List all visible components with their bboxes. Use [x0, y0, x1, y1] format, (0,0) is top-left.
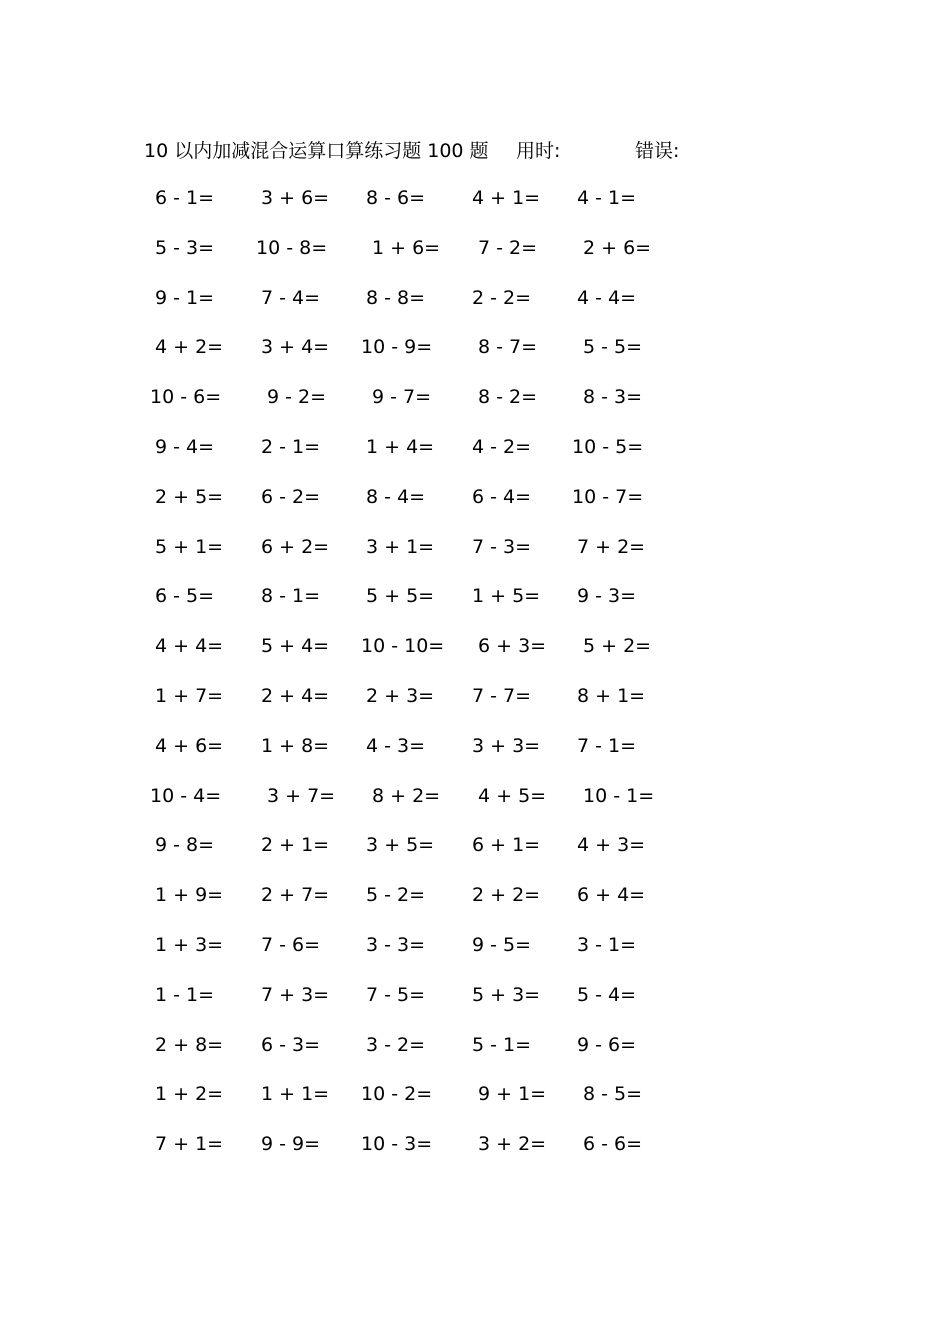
problem-item: 2 + 2= — [472, 884, 541, 906]
problem-item: 2 - 1= — [261, 436, 321, 458]
problem-item: 1 + 6= — [372, 237, 441, 259]
problem-item: 7 + 2= — [577, 536, 646, 558]
problem-item: 6 + 1= — [472, 834, 541, 856]
problem-item: 1 + 5= — [472, 585, 541, 607]
problem-item: 5 + 2= — [583, 635, 652, 657]
problem-item: 10 - 6= — [150, 386, 222, 408]
problem-item: 5 - 2= — [366, 884, 426, 906]
problem-item: 10 - 7= — [572, 486, 644, 508]
problem-item: 6 + 4= — [577, 884, 646, 906]
problem-item: 8 - 3= — [583, 386, 643, 408]
problem-item: 1 + 4= — [366, 436, 435, 458]
problem-item: 8 - 6= — [366, 187, 426, 209]
problem-item: 3 + 7= — [267, 785, 336, 807]
worksheet-title: 10 以内加减混合运算口算练习题 100 题 — [144, 140, 489, 162]
problem-item: 7 - 3= — [472, 536, 532, 558]
problem-item: 1 + 8= — [261, 735, 330, 757]
problem-item: 4 - 1= — [577, 187, 637, 209]
problem-item: 3 + 5= — [366, 834, 435, 856]
problem-item: 5 + 1= — [155, 536, 224, 558]
problem-item: 5 - 1= — [472, 1034, 532, 1056]
problem-item: 2 + 8= — [155, 1034, 224, 1056]
problem-item: 10 - 5= — [572, 436, 644, 458]
problem-item: 2 - 2= — [472, 287, 532, 309]
problem-item: 7 - 4= — [261, 287, 321, 309]
problem-item: 5 - 4= — [577, 984, 637, 1006]
problem-item: 1 + 7= — [155, 685, 224, 707]
time-used-label: 用时: — [516, 140, 561, 162]
problem-item: 3 + 6= — [261, 187, 330, 209]
problem-item: 7 - 1= — [577, 735, 637, 757]
problem-item: 6 - 4= — [472, 486, 532, 508]
problem-item: 3 + 1= — [366, 536, 435, 558]
problem-item: 3 - 3= — [366, 934, 426, 956]
problem-item: 8 + 1= — [577, 685, 646, 707]
problem-item: 2 + 4= — [261, 685, 330, 707]
problem-item: 1 + 2= — [155, 1083, 224, 1105]
problem-item: 8 - 8= — [366, 287, 426, 309]
problem-item: 2 + 6= — [583, 237, 652, 259]
problem-item: 2 + 3= — [366, 685, 435, 707]
problem-item: 3 - 1= — [577, 934, 637, 956]
problem-item: 1 + 1= — [261, 1083, 330, 1105]
problem-item: 6 - 1= — [155, 187, 215, 209]
problem-item: 8 - 2= — [478, 386, 538, 408]
problem-item: 7 + 3= — [261, 984, 330, 1006]
problem-item: 3 + 3= — [472, 735, 541, 757]
problem-item: 4 + 2= — [155, 336, 224, 358]
problem-item: 6 - 5= — [155, 585, 215, 607]
problem-item: 2 + 7= — [261, 884, 330, 906]
problem-item: 9 - 8= — [155, 834, 215, 856]
problem-item: 8 + 2= — [372, 785, 441, 807]
problem-item: 4 - 4= — [577, 287, 637, 309]
problem-item: 8 - 5= — [583, 1083, 643, 1105]
problem-item: 1 + 3= — [155, 934, 224, 956]
problem-item: 6 + 2= — [261, 536, 330, 558]
problem-item: 6 - 2= — [261, 486, 321, 508]
problem-item: 10 - 3= — [361, 1133, 433, 1155]
problem-item: 7 - 7= — [472, 685, 532, 707]
problem-item: 4 - 2= — [472, 436, 532, 458]
problem-item: 8 - 7= — [478, 336, 538, 358]
problem-item: 4 + 3= — [577, 834, 646, 856]
problem-item: 9 - 3= — [577, 585, 637, 607]
problem-item: 5 - 5= — [583, 336, 643, 358]
problem-item: 4 - 3= — [366, 735, 426, 757]
problem-item: 10 - 2= — [361, 1083, 433, 1105]
problem-item: 9 - 1= — [155, 287, 215, 309]
problem-item: 6 + 3= — [478, 635, 547, 657]
problem-item: 10 - 1= — [583, 785, 655, 807]
problem-item: 5 - 3= — [155, 237, 215, 259]
errors-label: 错误: — [635, 140, 680, 162]
problem-item: 7 + 1= — [155, 1133, 224, 1155]
problem-item: 7 - 2= — [478, 237, 538, 259]
problem-item: 2 + 1= — [261, 834, 330, 856]
problem-item: 9 + 1= — [478, 1083, 547, 1105]
problem-item: 4 + 6= — [155, 735, 224, 757]
problem-item: 1 + 9= — [155, 884, 224, 906]
problem-item: 4 + 4= — [155, 635, 224, 657]
problem-item: 9 - 4= — [155, 436, 215, 458]
problem-item: 4 + 5= — [478, 785, 547, 807]
problem-item: 6 - 3= — [261, 1034, 321, 1056]
problem-item: 9 - 7= — [372, 386, 432, 408]
problem-item: 6 - 6= — [583, 1133, 643, 1155]
problem-item: 3 + 2= — [478, 1133, 547, 1155]
problem-item: 5 + 4= — [261, 635, 330, 657]
problem-item: 5 + 5= — [366, 585, 435, 607]
problem-item: 3 + 4= — [261, 336, 330, 358]
problem-item: 7 - 6= — [261, 934, 321, 956]
problem-item: 9 - 6= — [577, 1034, 637, 1056]
problem-item: 4 + 1= — [472, 187, 541, 209]
problem-item: 9 - 2= — [267, 386, 327, 408]
problem-item: 5 + 3= — [472, 984, 541, 1006]
problem-item: 8 - 4= — [366, 486, 426, 508]
problem-item: 2 + 5= — [155, 486, 224, 508]
problem-item: 1 - 1= — [155, 984, 215, 1006]
problem-item: 7 - 5= — [366, 984, 426, 1006]
problem-item: 10 - 9= — [361, 336, 433, 358]
problem-item: 10 - 10= — [361, 635, 445, 657]
problem-item: 10 - 4= — [150, 785, 222, 807]
problem-item: 8 - 1= — [261, 585, 321, 607]
problem-item: 10 - 8= — [256, 237, 328, 259]
problem-item: 9 - 9= — [261, 1133, 321, 1155]
problem-item: 9 - 5= — [472, 934, 532, 956]
problem-item: 3 - 2= — [366, 1034, 426, 1056]
